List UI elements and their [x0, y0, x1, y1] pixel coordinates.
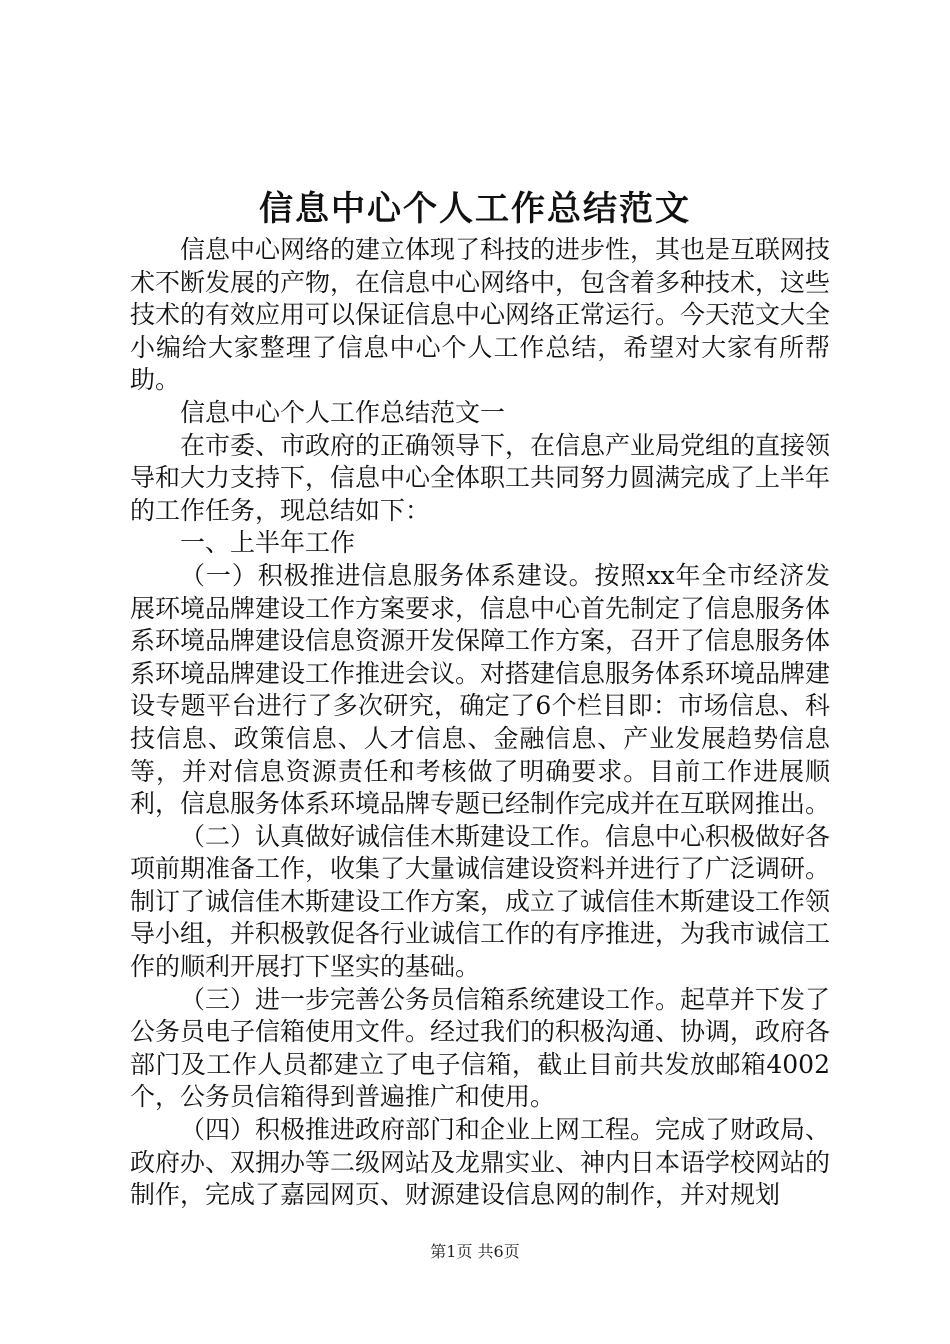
- document-title: 信息中心个人工作总结范文: [259, 189, 691, 229]
- item-paragraph-2: （二）认真做好诚信佳木斯建设工作。信息中心积极做好各项前期准备工作，收集了大量诚信建设资料并进行了广泛调研。制订了诚信佳木斯建设工作方案，成立了诚信佳木斯建设工作领导小组，并积极敦促各行业诚信工作的有序推进，为我市诚信工作的顺利开展打下坚实的基础。: [130, 821, 831, 982]
- document-body: [130, 234, 830, 1212]
- item-paragraph-3: （三）进一步完善公务员信箱系统建设工作。起草并下发了公务员电子信箱使用文件。经过我们的积极沟通、协调，政府各部门及工作人员都建立了电子信箱，截止目前共发放邮箱4002个，公务员信箱得到普遍推广和使用。: [130, 984, 831, 1112]
- section-heading-first-half: 一、上半年工作: [180, 528, 356, 558]
- item-paragraph-1: （一）积极推进信息服务体系建设。按照xx年全市经济发展环境品牌建设工作方案要求，信息中心首先制定了信息服务体系环境品牌建设信息资源开发保障工作方案，召开了信息服务体系环境品牌建设工作推进会议。对搭建信息服务体系环境品牌建设专题平台进行了多次研究，确定了6个栏目即：市场信息、科技信息、政策信息、人才信息、金融信息、产业发展趋势信息等，并对信息资源责任和考核做了明确要求。目前工作进展顺利，信息服务体系环境品牌专题已经制作完成并在互联网推出。: [130, 560, 831, 819]
- opening-paragraph: 在市委、市政府的正确领导下，在信息产业局党组的直接领导和大力支持下，信息中心全体职工共同努力圆满完成了上半年的工作任务，现总结如下：: [130, 430, 831, 525]
- item-paragraph-4: （四）积极推进政府部门和企业上网工程。完成了财政局、政府办、双拥办等二级网站及龙鼎实业、神内日本语学校网站的制作，完成了嘉园网页、财源建设信息网的制作，并对规划: [130, 1115, 831, 1210]
- page-footer: 第1页 共6页: [430, 1242, 520, 1261]
- intro-paragraph: 信息中心网络的建立体现了科技的进步性，其也是互联网技术不断发展的产物，在信息中心网络中，包含着多种技术，这些技术的有效应用可以保证信息中心网络正常运行。今天范文大全小编给大家整理了信息中心个人工作总结，希望对大家有所帮助。: [130, 235, 831, 395]
- section-heading-sample-one: 信息中心个人工作总结范文一: [180, 397, 506, 427]
